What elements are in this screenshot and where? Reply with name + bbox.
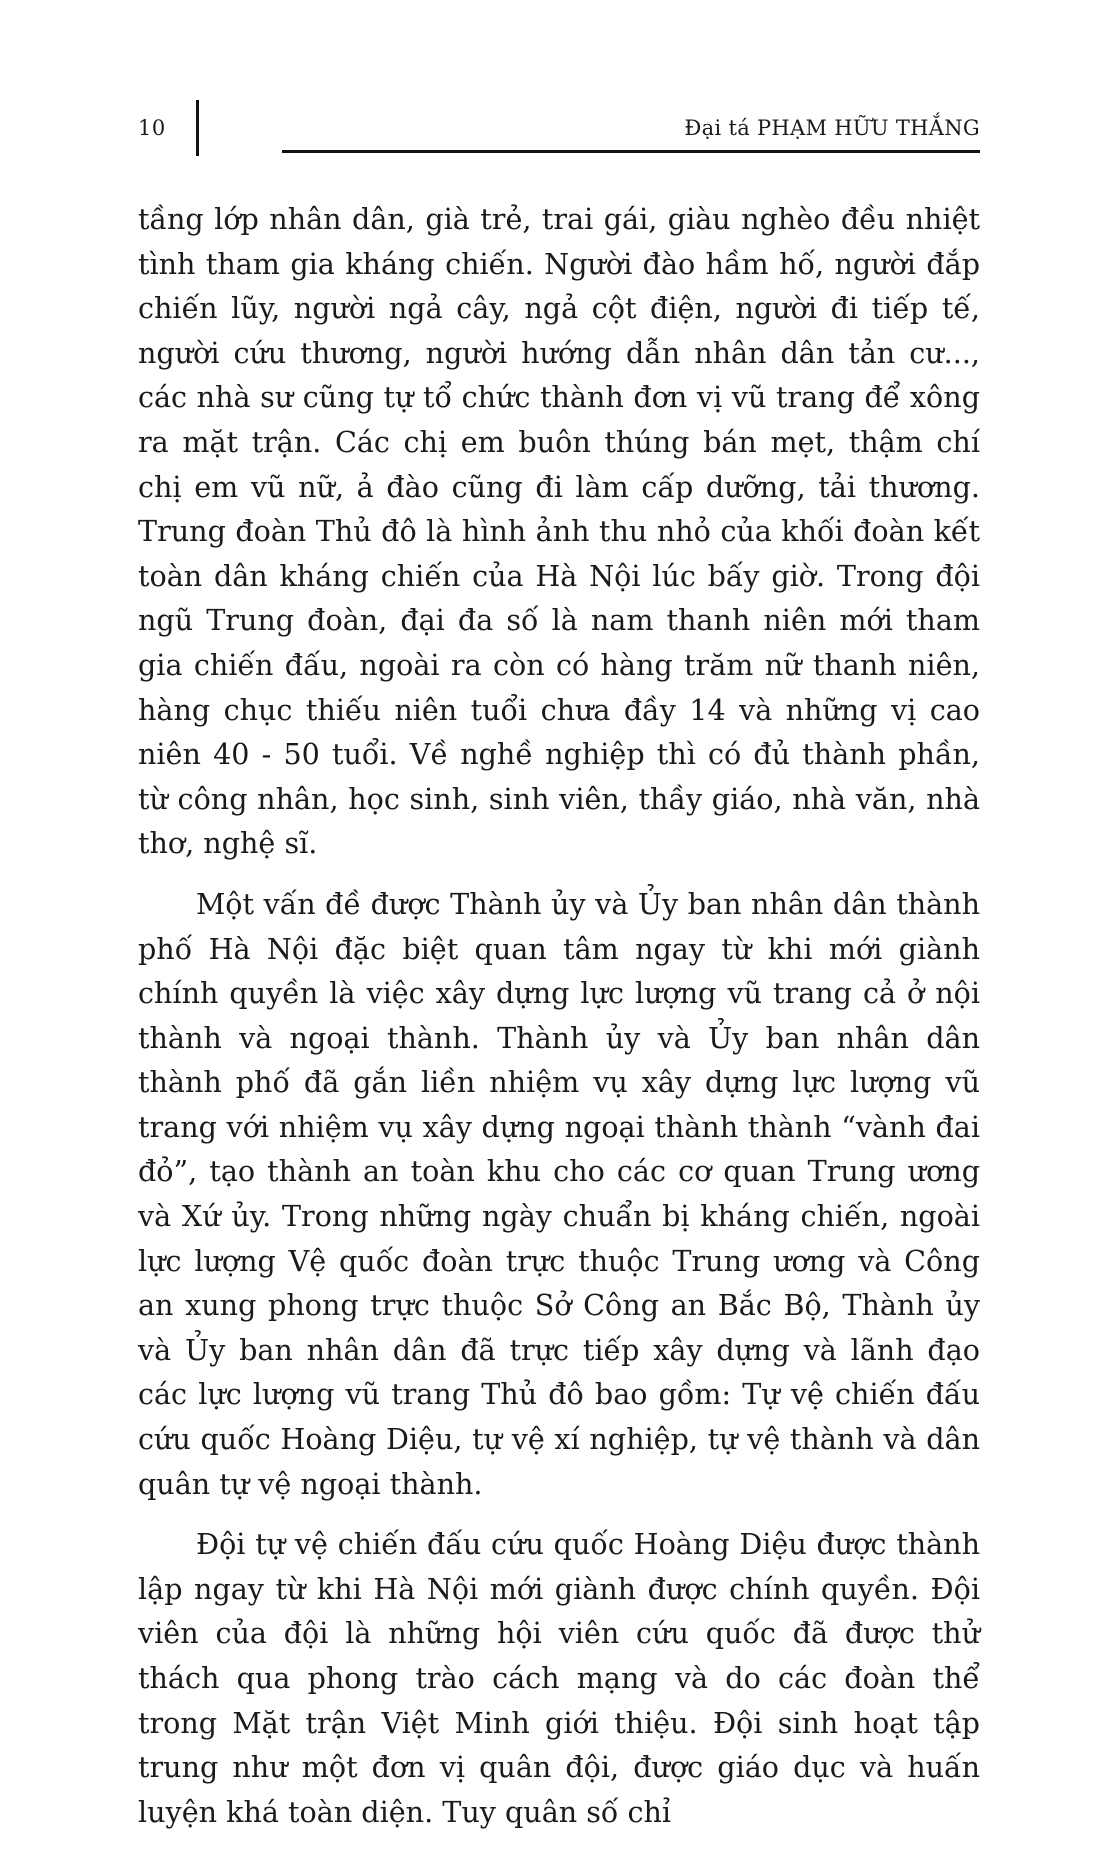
running-head: Đại tá PHẠM HỮU THẮNG	[684, 116, 980, 140]
page-number: 10	[138, 116, 166, 140]
header-vertical-bar	[196, 100, 199, 156]
header-rule	[282, 150, 980, 153]
paragraph-2: Một vấn đề được Thành ủy và Ủy ban nhân dân thành phố Hà Nội đặc biệt quan tâm ngay từ khi mới giành chính quyền là việc xây dựng lực lượng vũ trang cả ở nội thành và ngoại thành. Thành ủy và Ủy ban nhân dân thành phố đã gắn liền nhiệm vụ xây dựng lực lượng vũ trang với nhiệm vụ xây dựng ngoại thành thành “vành đai đỏ”, tạo thành an toàn khu cho các cơ quan Trung ương và Xứ ủy. Trong những ngày chuẩn bị kháng chiến, ngoài lực lượng Vệ quốc đoàn trực thuộc Trung ương và Công an xung phong trực thuộc Sở Công an Bắc Bộ, Thành ủy và Ủy ban nhân dân đã trực tiếp xây dựng và lãnh đạo các lực lượng vũ trang Thủ đô bao gồm: Tự vệ chiến đấu cứu quốc Hoàng Diệu, tự vệ xí nghiệp, tự vệ thành và dân quân tự vệ ngoại thành.	[138, 886, 980, 1501]
paragraph-3: Đội tự vệ chiến đấu cứu quốc Hoàng Diệu được thành lập ngay từ khi Hà Nội mới giành được chính quyền. Đội viên của đội là những hội viên cứu quốc đã được thử thách qua phong trào cách mạng và do các đoàn thể trong Mặt trận Việt Minh giới thiệu. Đội sinh hoạt tập trung như một đơn vị quân đội, được giáo dục và huấn luyện khá toàn diện. Tuy quân số chỉ	[138, 1527, 980, 1829]
body-text	[138, 197, 980, 1850]
paragraph-1: tầng lớp nhân dân, già trẻ, trai gái, giàu nghèo đều nhiệt tình tham gia kháng chiến. Người đào hầm hố, người đắp chiến lũy, người ngả cây, ngả cột điện, người đi tiếp tế, người cứu thương, người hướng dẫn nhân dân tản cư..., các nhà sư cũng tự tổ chức thành đơn vị vũ trang để xông ra mặt trận. Các chị em buôn thúng bán mẹt, thậm chí chị em vũ nữ, ả đào cũng đi làm cấp dưỡng, tải thương. Trung đoàn Thủ đô là hình ảnh thu nhỏ của khối đoàn kết toàn dân kháng chiến của Hà Nội lúc bấy giờ. Trong đội ngũ Trung đoàn, đại đa số là nam thanh niên mới tham gia chiến đấu, ngoài ra còn có hàng trăm nữ thanh niên, hàng chục thiếu niên tuổi chưa đầy 14 và những vị cao niên 40 - 50 tuổi. Về nghề nghiệp thì có đủ thành phần, từ công nhân, học sinh, sinh viên, thầy giáo, nhà văn, nhà thơ, nghệ sĩ.	[138, 202, 980, 861]
page-header	[138, 92, 980, 156]
